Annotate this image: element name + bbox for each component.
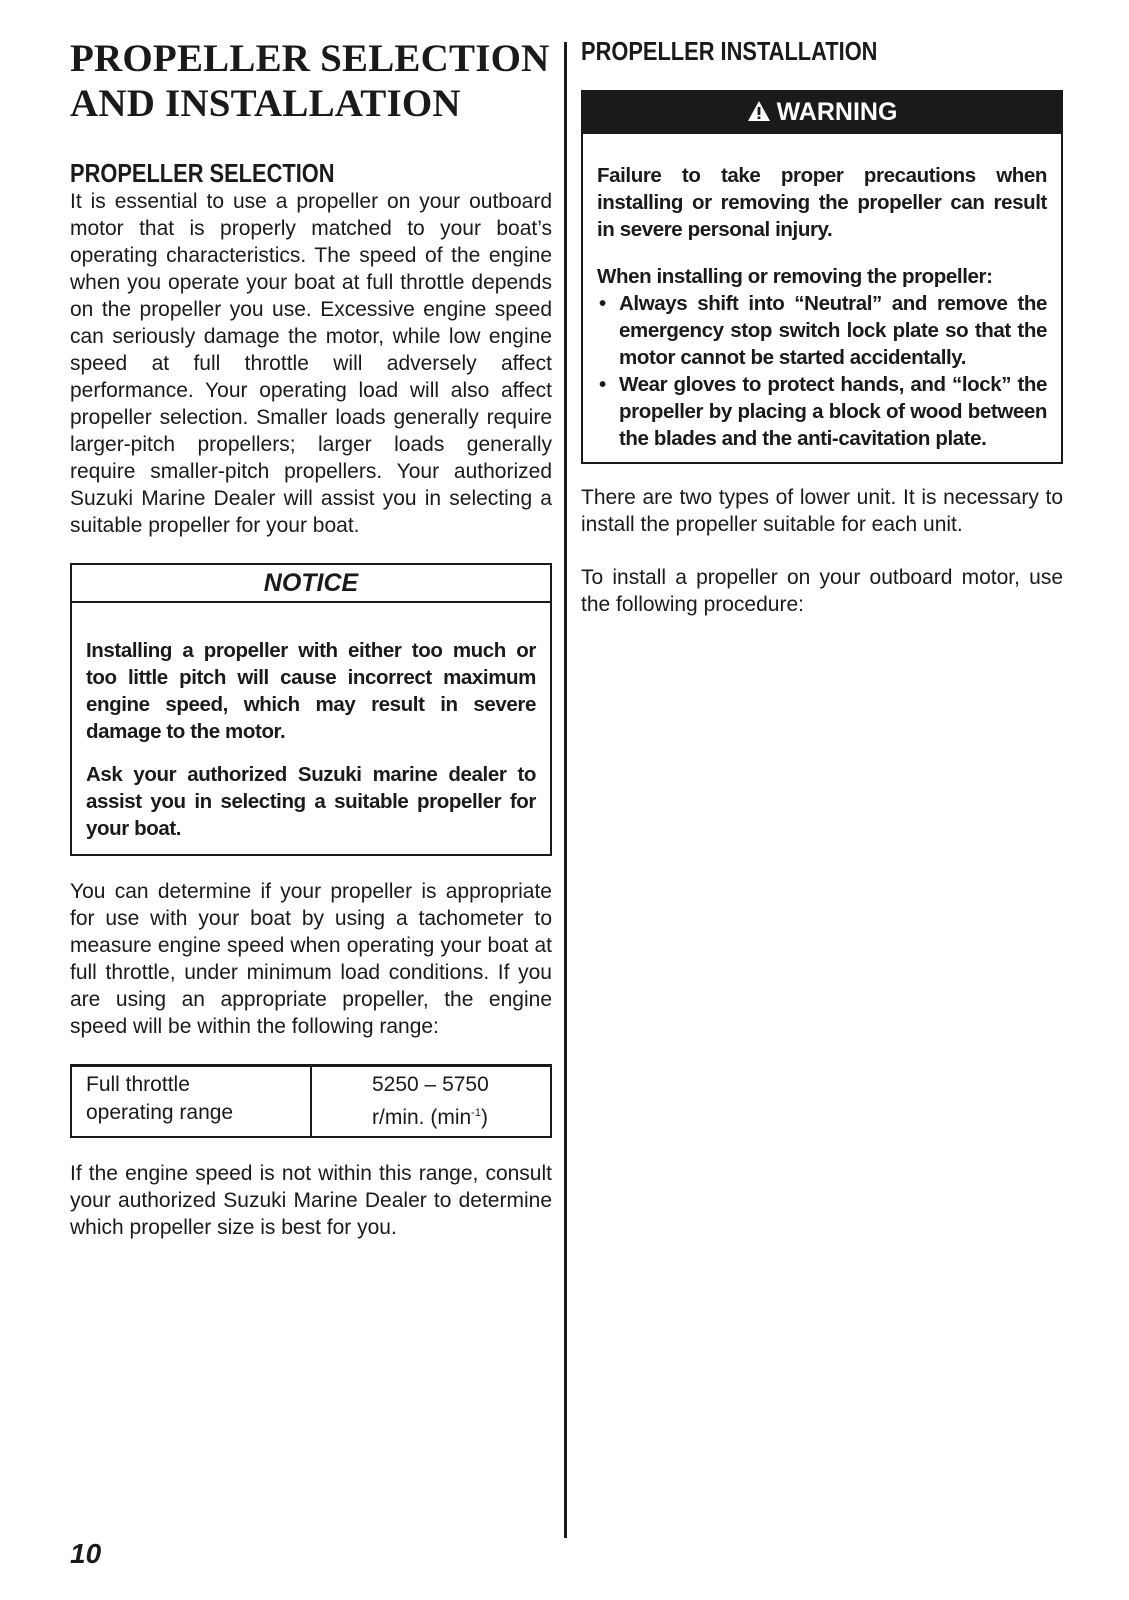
- engine-speed-range-table: [70, 1064, 552, 1138]
- left-column: [70, 36, 552, 1241]
- range-label-line-2: operating range: [86, 1101, 234, 1124]
- notice-box: [70, 563, 552, 856]
- warning-list-title: When installing or removing the propeller:: [597, 265, 993, 288]
- page-title: [70, 36, 552, 126]
- notice-paragraph-2: Ask your authorized Suzuki marine dealer to assist you in selecting a suitable propeller for your boat.: [86, 763, 536, 840]
- notice-paragraph-1: Installing a propeller with either too much or too little pitch will cause incorrect maximum engine speed, which may result in severe damage to the motor.: [86, 639, 536, 743]
- warning-list: [597, 290, 1047, 452]
- procedure-intro-text: To install a propeller on your outboard motor, use the following procedure:: [581, 566, 1063, 616]
- page-number: 10: [70, 1538, 102, 1569]
- selection-outro: If the engine speed is not within this range, consult your authorized Suzuki Marine Dealer to determine which propeller size is best for you.: [70, 1162, 552, 1239]
- notice-label: NOTICE: [72, 565, 550, 603]
- tachometer-check-text: You can determine if your propeller is appropriate for use with your boat by using a tachometer to measure engine speed when operating your boat at full throttle, under minimum load conditions. If you are using an appropriate propeller, the engine speed will be within the following range:: [70, 880, 552, 1038]
- warning-box: [581, 90, 1063, 464]
- title-line-1: PROPELLER SELECTION: [70, 37, 550, 80]
- selection-intro: It is essential to use a propeller on your outboard motor that is properly matched to your boat’s operating characteristics. The speed of the engine when you operate your boat at full throttle depends on the propeller you use. Excessive engine speed can seriously damage the motor, while low engine speed at full throttle will adversely affect performance. Your operating load will also affect propeller selection. Smaller loads generally require larger-pitch propellers; larger loads generally require smaller-pitch propellers. Your authorized Suzuki Marine Dealer will assist you in selecting a suitable propeller for your boat.: [70, 190, 552, 537]
- right-column: [581, 36, 1063, 618]
- column-divider: [564, 42, 567, 1538]
- selection-heading: PROPELLER SELECTION: [70, 158, 335, 188]
- range-value-superscript: -1: [471, 1107, 481, 1119]
- lower-unit-text: There are two types of lower unit. It is necessary to install the propeller suitable for each unit.: [581, 486, 1063, 536]
- warning-body: [583, 134, 1061, 462]
- list-item: • Always shift into “Neutral” and remove the emergency stop switch lock plate so that the motor cannot be started accidentally.: [597, 290, 1047, 371]
- list-item: • Wear gloves to protect hands, and “lock” the propeller by placing a block of wood between the blades and the anti-cavitation plate.: [597, 371, 1047, 452]
- table-row: [71, 1066, 551, 1138]
- warning-paragraph: Failure to take proper precautions when installing or removing the propeller can result in severe personal injury.: [597, 164, 1047, 241]
- range-value-cell: [311, 1066, 551, 1138]
- warning-label: WARNING: [776, 98, 898, 126]
- installation-heading: PROPELLER INSTALLATION: [581, 36, 878, 66]
- notice-body: [72, 603, 550, 854]
- range-value-close: ): [480, 1106, 488, 1129]
- range-label-cell: [71, 1066, 311, 1138]
- warning-header: [583, 92, 1061, 134]
- title-line-2: AND INSTALLATION: [70, 82, 461, 125]
- range-value-line-1: 5250 – 5750: [372, 1073, 489, 1096]
- warning-triangle-icon: [747, 94, 771, 134]
- range-label-line-1: Full throttle: [86, 1073, 190, 1096]
- range-value-line-2: r/min. (min: [372, 1106, 472, 1129]
